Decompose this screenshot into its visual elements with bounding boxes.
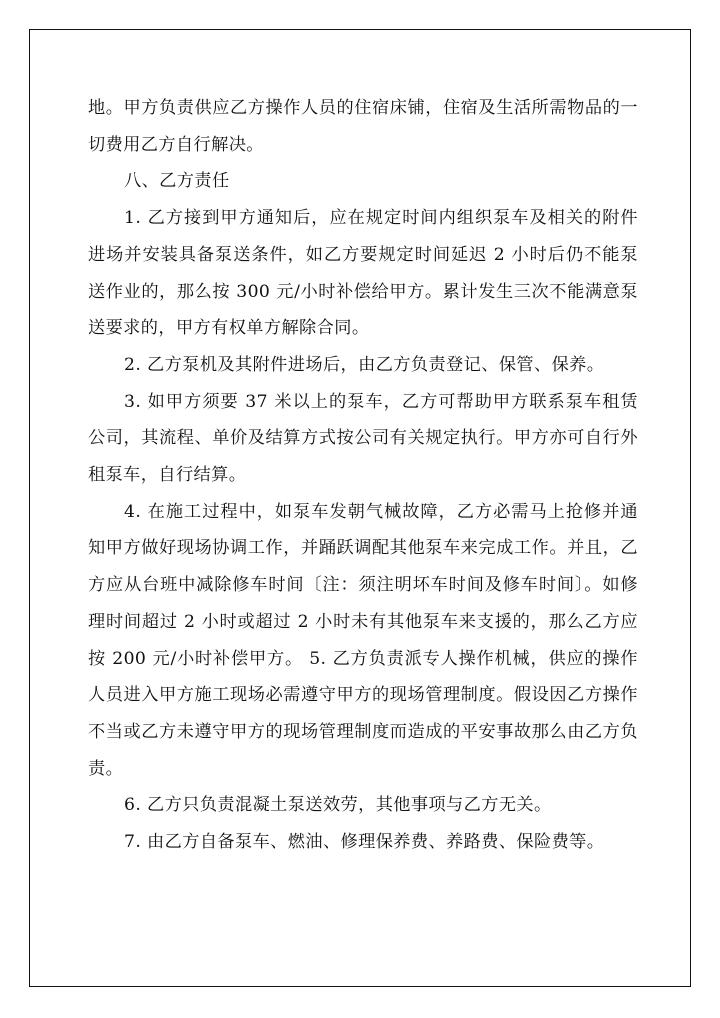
document-body (88, 90, 638, 861)
paragraph-continuation: 地。甲方负责供应乙方操作人员的住宿床铺，住宿及生活所需物品的一切费用乙方自行解决。 (88, 98, 638, 155)
clause-3: 3. 如甲方须要 37 米以上的泵车，乙方可帮助甲方联系泵车租赁公司，其流程、单价及结算方式按公司有关规定执行。甲方亦可自行外租泵车，自行结算。 (88, 391, 638, 486)
clause-2: 2. 乙方泵机及其附件进场后，由乙方负责登记、保管、保养。 (124, 354, 605, 375)
clause-7: 7. 由乙方自备泵车、燃油、修理保养费、养路费、保险费等。 (124, 832, 605, 853)
clause-1: 1. 乙方接到甲方通知后，应在规定时间内组织泵车及相关的附件进场并安装具备泵送条件，如乙方要规定时间延迟 2 小时后仍不能泵送作业的，那么按 300 元/小时补偿给甲方。累计发生三次不能满意泵送要求的，甲方有权单方解除合同。 (88, 208, 638, 339)
clause-4-5: 4. 在施工过程中，如泵车发朝气械故障，乙方必需马上抢修并通知甲方做好现场协调工作，并踊跃调配其他泵车来完成工作。并且，乙方应从台班中减除修车时间〔注：须注明坏车时间及修车时间〕。如修理时间超过 2 小时或超过 2 小时未有其他泵车来支援的，那么乙方应按 200 元/小时补偿甲方。 5. 乙方负责派专人操作机械，供应的操作人员进入甲方施工现场必需遵守甲方的现场管理制度。假设因乙方操作不当或乙方未遵守甲方的现场管理制度而造成的平安事故那么由乙方负责。 (88, 501, 638, 779)
section-heading: 八、乙方责任 (124, 171, 230, 192)
clause-6: 6. 乙方只负责混凝土泵送效劳，其他事项与乙方无关。 (124, 795, 552, 816)
